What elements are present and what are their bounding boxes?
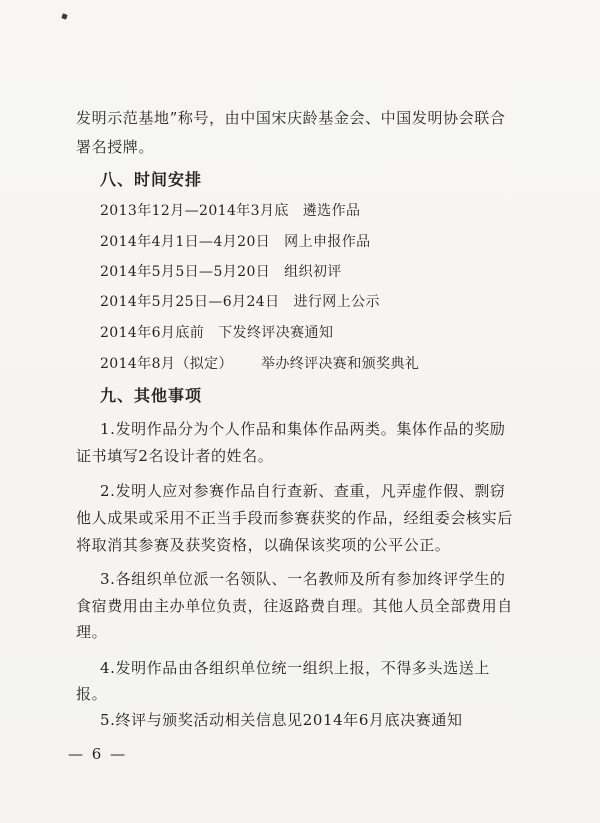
item-4-line-2: 报。	[76, 685, 108, 703]
schedule-date: 2013年12月—2014年3月底	[100, 203, 289, 219]
schedule-event: 进行网上公示	[293, 294, 380, 310]
schedule-row	[100, 292, 380, 312]
section-9-heading: 九、其他事项	[100, 386, 203, 405]
page-number: — 6 —	[68, 745, 128, 763]
item-1-line-2: 证书填写2名设计者的姓名。	[76, 447, 274, 465]
schedule-row	[100, 201, 360, 221]
intro-line-1: 发明示范基地”称号，由中国宋庆龄基金会、中国发明协会联合	[76, 109, 506, 127]
item-4-line-1: 4.发明作品由各组织单位统一组织上报，不得多头选送上	[100, 659, 490, 677]
item-2-line-2: 他人成果或采用不正当手段而参赛获奖的作品，经组委会核实后	[76, 509, 513, 527]
schedule-event: 遴选作品	[302, 203, 361, 219]
item-3-line-2: 食宿费用由主办单位负责，往返路费自理。其他人员全部费用自	[76, 597, 513, 615]
item-3-line-1: 3.各组织单位派一名领队、一名教师及所有参加终评学生的	[100, 570, 506, 588]
schedule-event: 下发终评决赛通知	[218, 325, 334, 341]
schedule-date: 2014年8月（拟定）	[100, 356, 233, 372]
scan-mark	[61, 13, 67, 19]
item-5-line-1: 5.终评与颁奖活动相关信息见2014年6月底决赛通知	[100, 711, 463, 729]
schedule-row	[100, 262, 342, 282]
section-8-heading: 八、时间安排	[100, 170, 203, 189]
schedule-date: 2014年5月25日—6月24日	[100, 294, 280, 310]
schedule-row	[100, 354, 419, 374]
intro-line-2: 署名授牌。	[76, 138, 155, 156]
item-2-line-1: 2.发明人应对参赛作品自行查新、查重，凡弄虚作假、剽窃	[100, 482, 506, 500]
schedule-date: 2014年6月底前	[100, 325, 205, 341]
schedule-row	[100, 323, 333, 343]
item-2-line-3: 将取消其参赛及获奖资格，以确保该奖项的公平公正。	[76, 536, 451, 554]
item-1-line-1: 1.发明作品分为个人作品和集体作品两类。集体作品的奖励	[100, 420, 506, 438]
item-3-line-3: 理。	[76, 623, 108, 641]
schedule-event: 举办终评决赛和颁奖典礼	[260, 356, 420, 372]
schedule-event: 组织初评	[284, 264, 342, 280]
schedule-event: 网上申报作品	[284, 234, 371, 250]
schedule-row	[100, 232, 371, 252]
schedule-date: 2014年4月1日—4月20日	[100, 234, 271, 250]
schedule-date: 2014年5月5日—5月20日	[100, 264, 271, 280]
